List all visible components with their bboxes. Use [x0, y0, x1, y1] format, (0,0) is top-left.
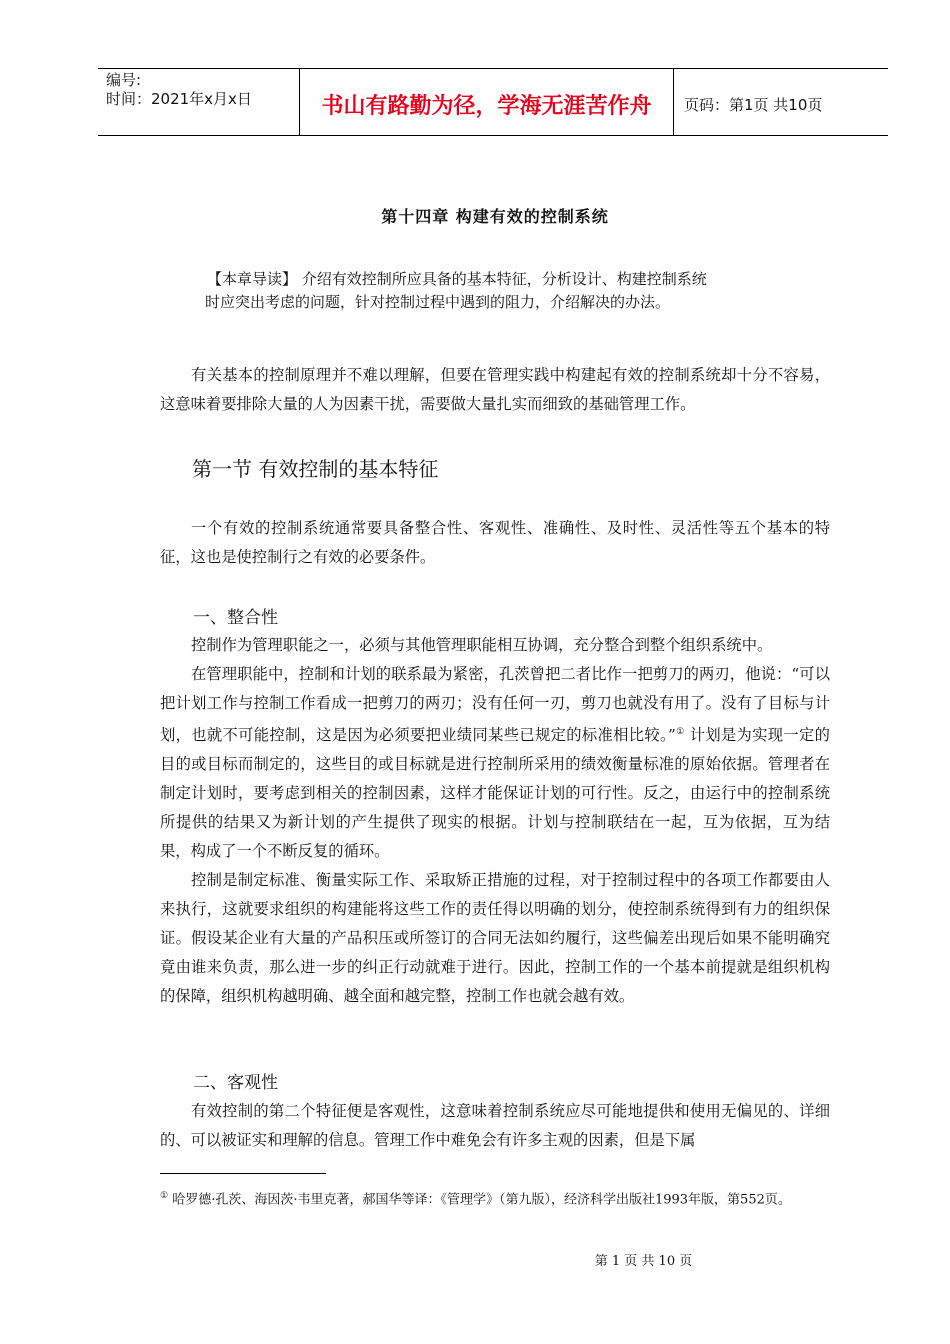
- intro-line-1: 【本章导读】 介绍有效控制所应具备的基本特征，分析设计、构建控制系统: [207, 270, 707, 288]
- serial-label: 编号:: [106, 71, 142, 89]
- header-meta: [98, 69, 300, 135]
- chapter-intro: [207, 268, 807, 314]
- subsection-1-body: [160, 631, 830, 1011]
- section-1-paragraph: [160, 514, 830, 572]
- opening-paragraph: [160, 361, 830, 419]
- header-page-info: 页码：第1页 共10页: [684, 95, 823, 114]
- footnote: [160, 1185, 828, 1211]
- subsection-1-p1: 控制作为管理职能之一，必须与其他管理职能相互协调，充分整合到整个组织系统中。: [191, 636, 773, 654]
- footnote-ref[interactable]: ①: [675, 727, 685, 737]
- chapter-title: 第十四章 构建有效的控制系统: [381, 207, 609, 226]
- page-footer: 第 1 页 共 10 页: [594, 1254, 693, 1269]
- footnote-mark: ①: [160, 1191, 169, 1201]
- header-table: [98, 68, 888, 136]
- subsection-2-title: 二、客观性: [193, 1073, 278, 1093]
- opening-text: 有关基本的控制原理并不难以理解，但要在管理实践中构建起有效的控制系统却十分不容易，这意味着要排除大量的人为因素干扰，需要做大量扎实而细致的基础管理工作。: [160, 366, 830, 413]
- section-1-title: 第一节 有效控制的基本特征: [192, 457, 439, 481]
- subsection-2-body: [160, 1097, 830, 1155]
- subsection-1-p2: [160, 660, 830, 866]
- time-label: 时间：2021年x月x日: [106, 90, 252, 108]
- subsection-1-title: 一、整合性: [193, 608, 278, 628]
- footnote-text: 哈罗德·孔茨、海因茨·韦里克著，郝国华等译：《管理学》（第九版），经济科学出版社1993年版，第552页。: [168, 1192, 791, 1208]
- subsection-1-p3: 控制是制定标准、衡量实际工作、采取矫正措施的过程，对于控制过程中的各项工作都要由人来执行，这就要求组织的构建能将这些工作的责任得以明确的划分，使控制系统得到有力的组织保证。假设某企业有大量的产品积压或所签订的合同无法如约履行，这些偏差出现后如果不能明确究竟由谁来负责，那么进一步的纠正行动就难于进行。因此，控制工作的一个基本前提就是组织机构的保障，组织机构越明确、越全面和越完整，控制工作也就会越有效。: [160, 871, 830, 1006]
- p2-part-b: 计划是为实现一定的目的或目标而制定的，这些目的或目标就是进行控制所采用的绩效衡量标准的原始依据。管理者在制定计划时，要考虑到相关的控制因素，这样才能保证计划的可行性。反之，由运行中的控制系统所提供的结果又为新计划的产生提供了现实的根据。计划与控制联结在一起，互为依据，互为结果，构成了一个不断反复的循环。: [160, 726, 830, 861]
- subsection-2-p1: 有效控制的第二个特征便是客观性，这意味着控制系统应尽可能地提供和使用无偏见的、详细的、可以被证实和理解的信息。管理工作中难免会有许多主观的因素，但是下属: [160, 1102, 830, 1149]
- section-1-text: 一个有效的控制系统通常要具备整合性、客观性、准确性、及时性、灵活性等五个基本的特征，这也是使控制行之有效的必要条件。: [160, 519, 830, 566]
- header-motto: 书山有路勤为径，学海无涯苦作舟: [300, 69, 674, 135]
- footnote-divider: [160, 1173, 326, 1174]
- p2-part-a: 在管理职能中，控制和计划的联系最为紧密，孔茨曾把二者比作一把剪刀的两刃，他说：“可以把计划工作与控制工作看成一把剪刀的两刃；没有任何一刃，剪刀也就没有用了。没有了目标与计划，也就不可能控制，这是因为必须要把业绩同某些已规定的标准相比较。”: [160, 665, 830, 745]
- intro-line-2: 时应突出考虑的问题，针对控制过程中遇到的阻力，介绍解决的办法。: [205, 293, 671, 311]
